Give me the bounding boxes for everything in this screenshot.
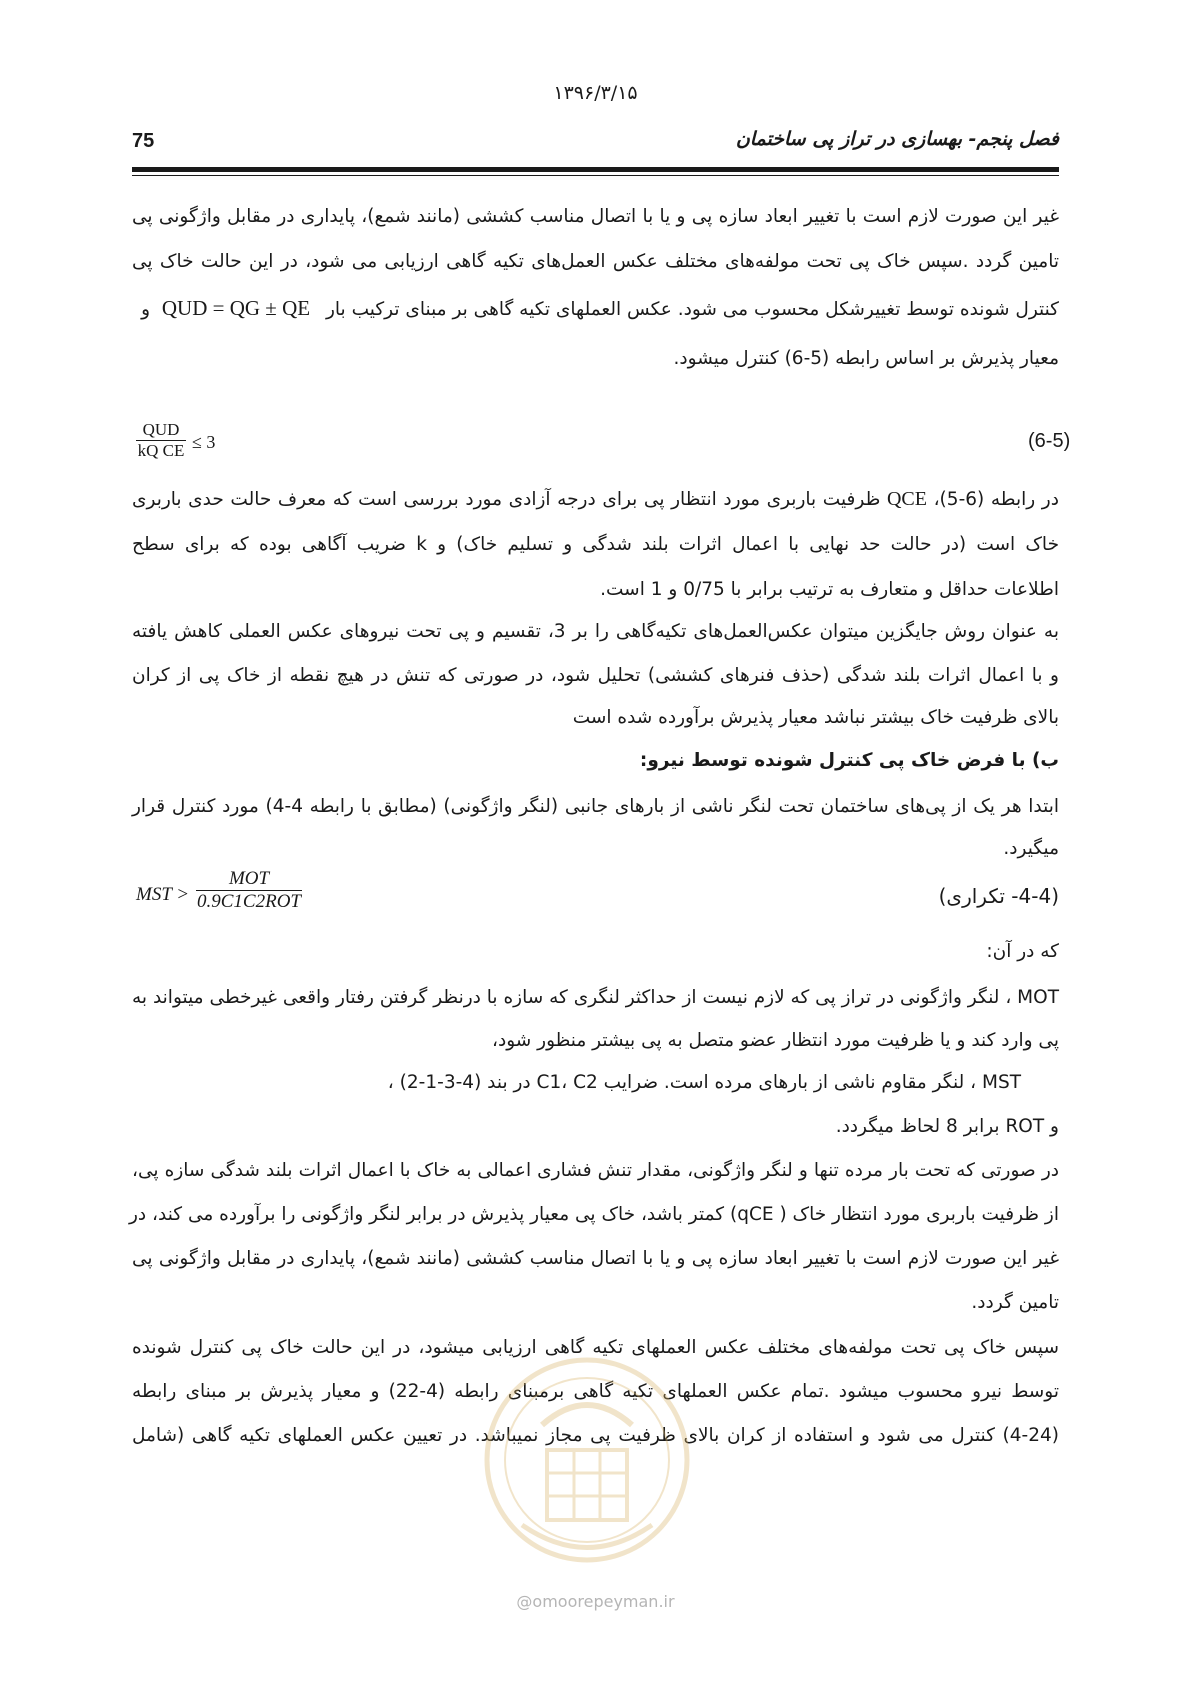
text-segment: و [141, 299, 150, 320]
text-line: اطلاعات حداقل و متعارف به ترتیب برابر با 0/75 و 1 است. [600, 579, 1059, 600]
equation-numerator: QUD [142, 420, 180, 439]
text-line: از ظرفیت باربری مورد انتظار خاک ( qCE) کمتر باشد، خاک پی معیار پذیرش در برابر لنگر واژگونی را برآورده می کند، در [128, 1204, 1059, 1225]
watermark-seal-icon [482, 1355, 692, 1565]
text-line: که در آن: [986, 941, 1059, 962]
equation-numerator: MOT [228, 868, 270, 889]
text-segment: ظرفیت باربری مورد انتظار پی برای درجه آزادی مورد بررسی است که معرف حالت حدی باربری [132, 489, 881, 510]
text-line: غیر این صورت لازم است با تغییر ابعاد سازه پی و یا با اتصال مناسب کششی (مانند شمع)، پایداری در مقابل واژگونی پی [132, 206, 1059, 227]
load-combination-formula: QUD = QG ± QE [161, 296, 311, 320]
text-line: بالای ظرفیت خاک بیشتر نباشد معیار پذیرش برآورده شده است [572, 707, 1059, 728]
text-line: سپس خاک پی تحت مولفه‌های مختلف عکس العملهای تکیه گاهی ارزیابی میشود، در این حالت خاک پی کنترل شونده [132, 1337, 1059, 1358]
section-heading: ب) با فرض خاک پی کنترل شونده توسط نیرو: [639, 750, 1059, 771]
text-line: ابتدا هر یک از پی‌های ساختمان تحت لنگر ناشی از بارهای جانبی (لنگر واژگونی) (مطابق با رابطه 4-4) مورد کنترل قرار [132, 796, 1060, 817]
text-line: MST ، لنگر مقاوم ناشی از بارهای مرده است. ضرایب C1، C2 در بند (4-3-1-2) ، [387, 1072, 1021, 1093]
text-line: تامین گردد .سپس خاک پی تحت مولفه‌های مختلف عکس العمل‌های تکیه گاهی ارزیابی می شود، در این حالت خاک پی [132, 251, 1059, 272]
text-line: و با اعمال اثرات بلند شدگی (حذف فنرهای کششی) تحلیل شود، در صورتی که تنش در هیچ نقطه از خاک پی از کران [132, 665, 1059, 686]
text-segment: در رابطه (6-5)، [933, 489, 1059, 510]
equation-fraction [196, 868, 302, 913]
header-rule-thick [132, 167, 1059, 172]
text-line: و ROT برابر 8 لحاظ میگردد. [835, 1116, 1059, 1137]
text-line: غیر این صورت لازم است با تغییر ابعاد سازه پی و یا با اتصال مناسب کششی (مانند شمع)، پایداری در مقابل واژگونی پی [132, 1248, 1059, 1269]
equation-fraction [136, 420, 186, 461]
header-rule-thin [132, 175, 1059, 176]
watermark-site-text: @omoorepeyman.ir [516, 1592, 675, 1611]
text-line-with-symbol [132, 484, 1059, 515]
text-line: تامین گردد. [971, 1292, 1059, 1313]
text-line: (4-24) کنترل می شود و استفاده از کران بالای ظرفیت پی مجاز نمیباشد. در تعیین عکس العملهای تکیه گاهی (شامل [132, 1425, 1059, 1446]
equation-label: (4-4- تکراری) [938, 884, 1059, 908]
text-line: معیار پذیرش بر اساس رابطه (5-6) کنترل میشود. [673, 348, 1059, 369]
page-number: 75 [132, 130, 155, 152]
text-line: میگیرد. [1003, 838, 1059, 859]
text-line: MOT ، لنگر واژگونی در تراز پی که لازم نیست از حداکثر لنگری که سازه با درنظر گرفتن رفتار واقعی غیرخطی میتواند به [132, 987, 1059, 1008]
text-line: پی وارد کند و یا ظرفیت مورد انتظار عضو متصل به پی بیشتر منظور شود، [491, 1030, 1059, 1051]
text-line-with-formula [132, 293, 1059, 325]
text-line: در صورتی که تحت بار مرده تنها و لنگر واژگونی، مقدار تنش فشاری اعمالی به خاک با اعمال اثرات بلند شدگی سازه پی، [132, 1160, 1059, 1181]
symbol-qce: QCE [886, 488, 927, 510]
equation-label: (6-5) [1028, 430, 1071, 452]
text-line: توسط نیرو محسوب میشود .تمام عکس العملهای تکیه گاهی برمبنای رابطه (4-22) و معیار پذیرش بر مبنای رابطه [132, 1381, 1059, 1402]
equation-denominator: kQ CE [137, 441, 185, 460]
equation-rhs: ≤ 3 [192, 432, 216, 452]
equation-lhs: MST > [136, 884, 190, 905]
equation-denominator: 0.9C1C2ROT [197, 891, 301, 912]
text-segment: کنترل شونده توسط تغییرشکل محسوب می شود. عکس العملهای تکیه گاهی بر مبنای ترکیب بار [325, 299, 1059, 320]
text-line: خاک است (در حالت حد نهایی با اعمال اثرات بلند شدگی و تسلیم خاک) و k ضریب آگاهی بوده که برای سطح [132, 534, 1060, 555]
chapter-title: فصل پنجم- بهسازی در تراز پی ساختمان [735, 128, 1059, 150]
text-line: به عنوان روش جایگزین میتوان عکس‌العمل‌های تکیه‌گاهی را بر 3، تقسیم و پی تحت نیروهای عکس العملی کاهش یافته [132, 621, 1059, 642]
page-date: ۱۳۹۶/۳/۱۵ [553, 82, 638, 104]
